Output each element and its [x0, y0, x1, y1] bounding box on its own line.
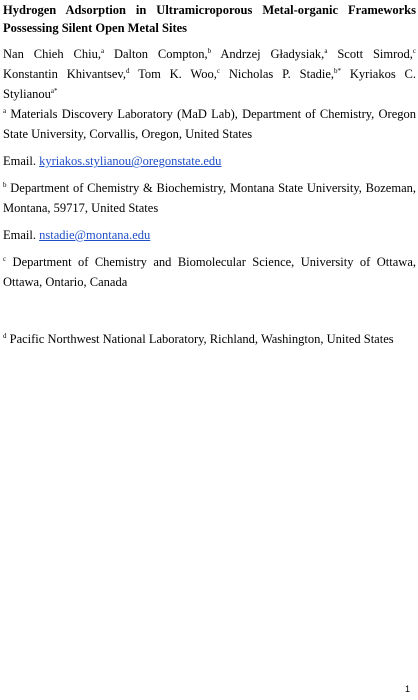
affiliation-mark: a [3, 107, 7, 115]
author-name: Dalton Compton, [113, 47, 208, 61]
affiliation-mark: c [3, 255, 7, 263]
author-name: Scott Simrod, [337, 47, 413, 61]
author-affiliation-mark: a [324, 46, 328, 55]
author-affiliation-mark: c [216, 66, 220, 75]
affiliation-b [3, 178, 416, 218]
affiliation-text: Materials Discovery Laboratory (MaD Lab), Department of Chemistry, Oregon State University, Corvallis, Oregon, United States [3, 107, 417, 141]
page-number: 1 [404, 684, 410, 694]
author-affiliation-mark: a* [50, 86, 58, 95]
author-name: Kyriakos C. Stylianou [3, 67, 417, 101]
email-link[interactable]: kyriakos.stylianou@oregonstate.edu [39, 154, 222, 168]
affiliation-mark: d [3, 332, 7, 340]
email-link[interactable]: nstadie@montana.edu [39, 228, 151, 242]
author-affiliation-mark: b [207, 46, 212, 55]
author-affiliation-mark: d [125, 66, 130, 75]
author-name: Andrzej Gładysiak, [220, 47, 325, 61]
affiliation-mark: b [3, 181, 7, 189]
author-name: Nan Chieh Chiu, [3, 47, 101, 61]
author-affiliation-mark: a [100, 46, 105, 55]
affiliation-a [3, 104, 416, 144]
affiliation-b-email [3, 225, 416, 245]
paper-title: Hydrogen Adsorption in Ultramicroporous Metal-organic Frameworks Possessing Silent Open Metal Sites [3, 3, 416, 35]
affiliation-text: Pacific Northwest National Laboratory, Richland, Washington, United States [9, 332, 394, 346]
author-name: Tom K. Woo, [138, 67, 217, 81]
email-label: Email. [3, 228, 36, 242]
author-affiliation-mark: b* [334, 66, 342, 75]
affiliation-text: Department of Chemistry & Biochemistry, Montana State University, Bozeman, Montana, 59717, United States [3, 181, 417, 215]
affiliation-text: Department of Chemistry and Biomolecular Science, University of Ottawa, Ottawa, Ontario, Canada [3, 255, 416, 289]
author-name: Nicholas P. Stadie, [228, 67, 335, 81]
author-affiliation-mark: c [412, 46, 417, 55]
affiliation-c [3, 252, 416, 292]
author-list [3, 44, 416, 104]
affiliation-a-email [3, 151, 416, 171]
email-label: Email. [3, 154, 36, 168]
author-name: Konstantin Khivantsev, [3, 67, 126, 81]
affiliation-d [3, 329, 416, 349]
